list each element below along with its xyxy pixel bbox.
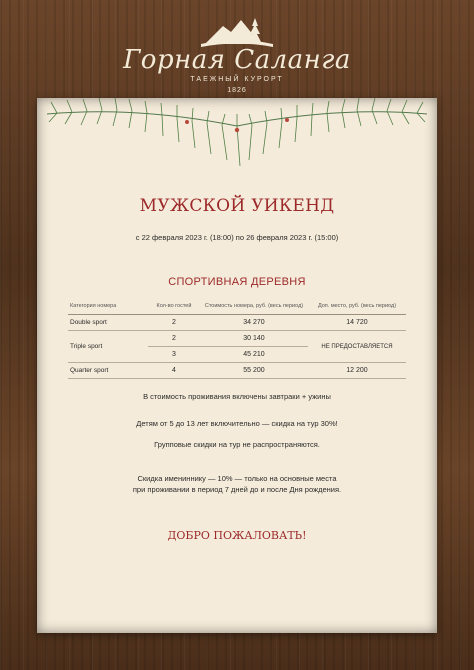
row-extra: 12 200	[308, 363, 406, 379]
table-row	[68, 331, 406, 347]
row-guests: 3	[148, 347, 200, 363]
row-extra: 14 720	[308, 315, 406, 331]
row-guests: 2	[148, 315, 200, 331]
row-price: 55 200	[200, 363, 308, 379]
row-price: 45 210	[200, 347, 308, 363]
mountain-hat-icon	[197, 14, 277, 48]
header-category: Категория номера	[68, 298, 148, 315]
event-title: МУЖСКОЙ УИКЕНД	[139, 196, 335, 216]
brand-name: Горная Саланга	[123, 45, 351, 75]
section-title: СПОРТИВНАЯ ДЕРЕВНЯ	[168, 276, 306, 288]
brand-year: 1826	[227, 87, 247, 94]
table-header-row	[68, 298, 406, 315]
group-discount-note: Групповые скидки на тур не распространяются.	[154, 440, 320, 449]
kids-discount-note: Детям от 5 до 13 лет включительно — скидка на тур 30%!	[136, 419, 338, 428]
row-extra: НЕ ПРЕДОСТАВЛЯЕТСЯ	[308, 331, 406, 363]
included-meals-note: В стоимость проживания включены завтраки + ужины	[143, 392, 331, 401]
row-price: 34 270	[200, 315, 308, 331]
price-table	[68, 298, 406, 379]
fir-branches-decoration	[37, 96, 437, 186]
birthday-discount-line-1: Скидка имениннику — 10% — только на основные места	[137, 474, 337, 483]
header-guests: Кол-во гостей	[148, 298, 200, 315]
birthday-discount-line-2: при проживании в период 7 дней до и после Дня рождения.	[132, 485, 342, 494]
table-row	[68, 363, 406, 379]
row-price: 30 140	[200, 331, 308, 347]
header-extra: Доп. место, руб. (весь период)	[308, 298, 406, 315]
row-category: Double sport	[68, 315, 148, 331]
event-dates: с 22 февраля 2023 г. (18:00) по 26 февраля 2023 г. (15:00)	[135, 233, 339, 242]
resort-logo	[0, 14, 474, 94]
row-category: Triple sport	[68, 331, 148, 363]
header-price: Стоимость номера, руб. (весь период)	[200, 298, 308, 315]
welcome-text: ДОБРО ПОЖАЛОВАТЬ!	[167, 529, 307, 542]
row-category: Quarter sport	[68, 363, 148, 379]
table-row	[68, 315, 406, 331]
row-guests: 2	[148, 331, 200, 347]
row-guests: 4	[148, 363, 200, 379]
brand-tagline: ТАЕЖНЫЙ КУРОРТ	[190, 76, 284, 83]
